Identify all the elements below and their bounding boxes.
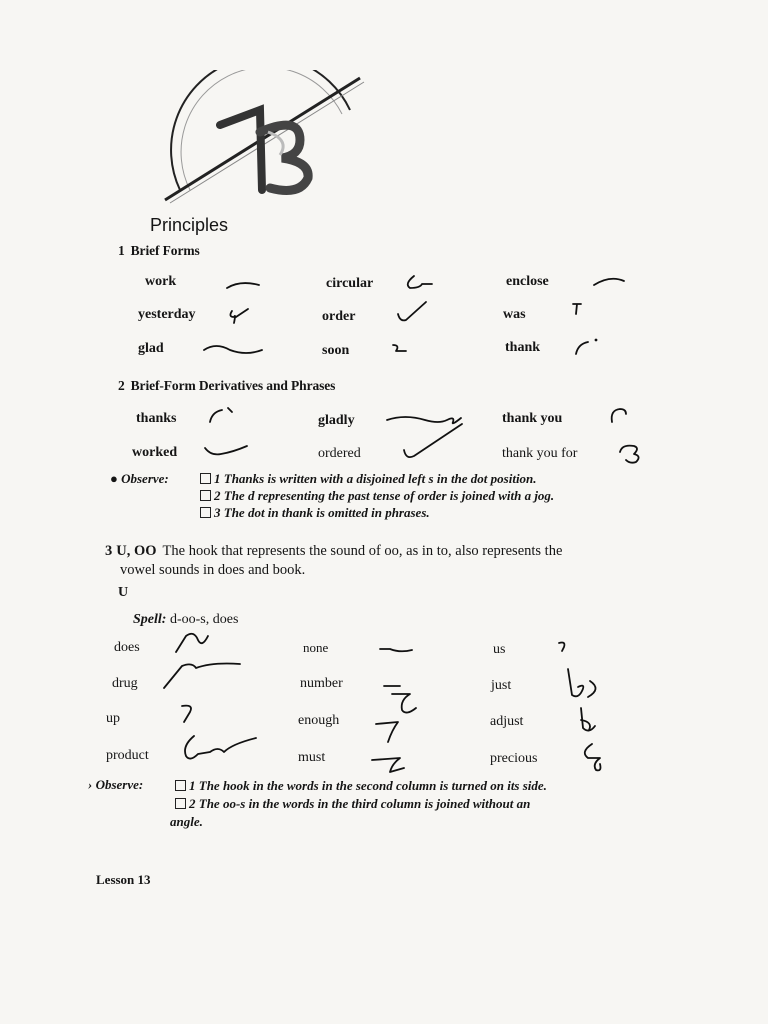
observe-2-item-1 <box>175 778 547 794</box>
shorthand-none <box>378 643 418 659</box>
word-thank-you-for: thank you for <box>502 446 578 461</box>
shorthand-number <box>382 680 432 720</box>
shorthand-ordered <box>400 420 470 464</box>
sub-heading-u: U <box>118 585 129 600</box>
checkbox-icon <box>200 490 211 501</box>
observe-2-item-2-text: 2 The oo-s in the words in the third column is joined without an <box>189 796 531 811</box>
shorthand-just <box>562 665 606 705</box>
word-product: product <box>106 748 149 763</box>
section-3-line-2: vowel sounds in does and book. <box>120 562 306 578</box>
shorthand-thank <box>572 336 602 358</box>
word-order: order <box>322 309 356 324</box>
spell-line <box>133 612 238 628</box>
shorthand-yesterday <box>226 305 256 329</box>
observe-1-item-2-text: 2 The d representing the past tense of order is joined with a jog. <box>214 488 555 503</box>
observe-1-item-3-text: 3 The dot in thank is omitted in phrases. <box>214 505 430 520</box>
checkbox-icon <box>200 507 211 518</box>
section-1-number: 1 <box>118 243 125 258</box>
word-number: number <box>300 676 343 691</box>
section-1-heading <box>118 243 200 259</box>
shorthand-thanks <box>206 404 236 426</box>
section-2-heading <box>118 378 335 394</box>
bullet-icon: ● <box>110 471 118 486</box>
observe-1-item-1-text: 1 Thanks is written with a disjoined left s in the dot position. <box>214 471 537 486</box>
word-circular: circular <box>326 276 374 291</box>
section-3-number: 3 <box>105 543 113 559</box>
word-adjust: adjust <box>490 714 524 729</box>
shorthand-circular <box>402 272 442 294</box>
section-3-title: U, OO <box>116 543 157 559</box>
word-yesterday: yesterday <box>138 307 196 322</box>
shorthand-does <box>172 628 212 658</box>
word-must: must <box>298 750 326 765</box>
shorthand-precious <box>578 740 608 776</box>
word-none: none <box>303 640 329 655</box>
section-2-number: 2 <box>118 378 125 393</box>
word-enclose: enclose <box>506 274 549 289</box>
observe-2-item-2 <box>175 796 530 812</box>
word-drug: drug <box>112 676 138 691</box>
shorthand-worked <box>203 440 251 460</box>
observe-2-item-2-cont: angle. <box>170 814 203 829</box>
shorthand-work <box>225 276 265 296</box>
word-up: up <box>106 711 120 726</box>
word-enough: enough <box>298 713 340 728</box>
shorthand-enclose <box>590 273 630 293</box>
shorthand-drug <box>162 658 244 692</box>
shorthand-up <box>178 702 198 726</box>
checkbox-icon <box>175 780 186 791</box>
word-soon: soon <box>322 343 350 358</box>
page-footer: Lesson 13 <box>96 872 151 887</box>
observe-1-item-2 <box>200 488 554 504</box>
observe-2-item-1-text: 1 The hook in the words in the second column is turned on its side. <box>189 778 547 793</box>
page-title: Principles <box>150 215 229 235</box>
word-work: work <box>145 274 177 289</box>
word-thank-you: thank you <box>502 411 563 426</box>
shorthand-order <box>396 298 430 330</box>
spell-label: Spell: <box>133 612 167 627</box>
shorthand-soon <box>390 341 410 357</box>
shorthand-enough <box>374 716 404 746</box>
checkbox-icon <box>200 473 211 484</box>
shorthand-was <box>570 300 586 320</box>
word-ordered: ordered <box>318 446 361 461</box>
observe-1-item-1 <box>200 471 537 487</box>
shorthand-thank-you-for <box>618 442 648 466</box>
section-2-title: Brief-Form Derivatives and Phrases <box>130 378 336 393</box>
word-glad: glad <box>138 341 164 356</box>
shorthand-must <box>370 754 410 780</box>
shorthand-product <box>180 732 260 766</box>
observe-1-label-text: Observe: <box>121 471 169 486</box>
word-thanks: thanks <box>136 411 177 426</box>
word-thank: thank <box>505 340 541 355</box>
word-us: us <box>493 642 506 657</box>
shorthand-adjust <box>575 704 601 738</box>
observe-2-label <box>88 777 143 793</box>
shorthand-thank-you <box>606 404 632 426</box>
bullet-icon: › <box>88 777 93 792</box>
checkbox-icon <box>175 798 186 809</box>
observe-2-label-text: Observe: <box>95 777 144 792</box>
word-was: was <box>503 307 526 322</box>
observe-1-item-3 <box>200 505 430 521</box>
lesson-logo <box>150 70 370 210</box>
word-precious: precious <box>490 751 538 766</box>
shorthand-glad <box>202 340 266 360</box>
word-gladly: gladly <box>318 413 355 428</box>
word-just: just <box>491 678 512 693</box>
spell-value: d-oo-s, does <box>169 612 239 627</box>
word-worked: worked <box>132 445 178 460</box>
section-3-line-1: The hook that represents the sound of oo, as in to, also represents the <box>162 543 563 559</box>
shorthand-us <box>556 639 570 655</box>
section-1-title: Brief Forms <box>130 243 200 258</box>
word-does: does <box>114 640 140 655</box>
section-3-paragraph <box>105 542 705 561</box>
observe-1-label <box>110 471 169 487</box>
